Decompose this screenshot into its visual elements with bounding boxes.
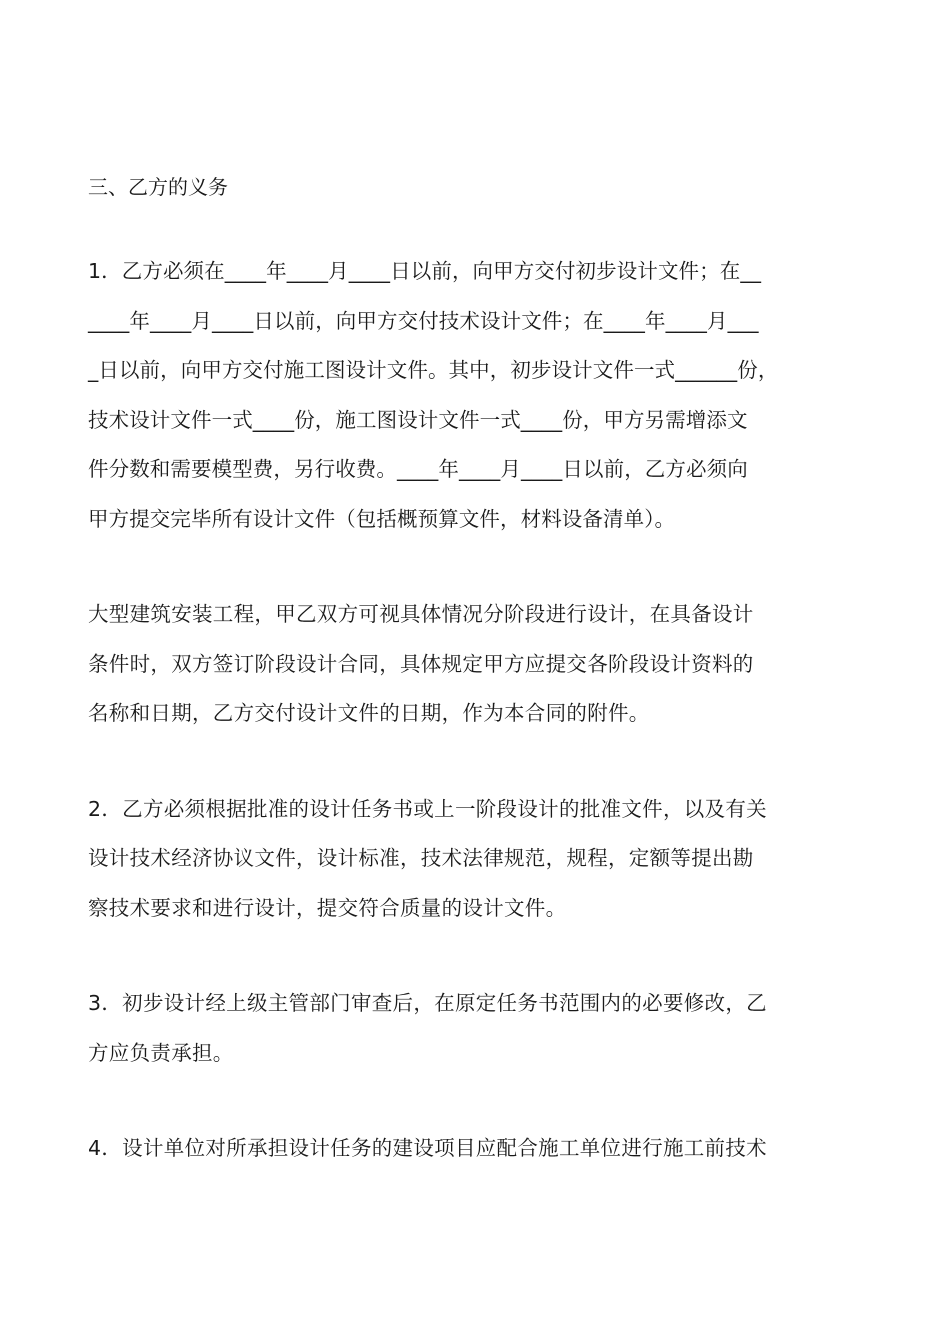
document-body xyxy=(88,165,878,1220)
paragraph-large-projects: 大型建筑安装工程，甲乙双方可视具体情况分阶段进行设计，在具备设计 条件时，双方签订阶段设计合同，具体规定甲方应提交各阶段设计资料的 名称和日期，乙方交付设计文件的日期，作为本合同的附件。 xyxy=(88,602,754,725)
paragraph-3-modifications: 3．初步设计经上级主管部门审查后，在原定任务书范围内的必要修改，乙 方应负责承担。 xyxy=(88,991,767,1065)
paragraph-2-design-basis: 2．乙方必须根据批准的设计任务书或上一阶段设计的批准文件，以及有关 设计技术经济协议文件，设计标准，技术法律规范，规程，定额等提出勘 察技术要求和进行设计，提交符合质量的设计文件。 xyxy=(88,796,767,920)
paragraph-4-construction-cooperation: 4．设计单位对所承担设计任务的建设项目应配合施工单位进行施工前技术 xyxy=(88,1136,767,1160)
section-heading: 三、乙方的义务 xyxy=(88,175,228,199)
paragraph-1-delivery-schedule: 1．乙方必须在____年____月____日以前，向甲方交付初步设计文件；在__ ____年____月____日以前，向甲方交付技术设计文件；在____年____月___ _日以前，向甲方交付施工图设计文件。其中，初步设计文件一式______份， 技术设计文件一式____份，施工图设计文件一式____份，甲方另需增添文 件分数和需要模型费，另行收费。____年____月____日以前，乙方必须向 甲方提交完毕所有设计文件（包括概预算文件，材料设备清单）。 xyxy=(88,259,779,531)
